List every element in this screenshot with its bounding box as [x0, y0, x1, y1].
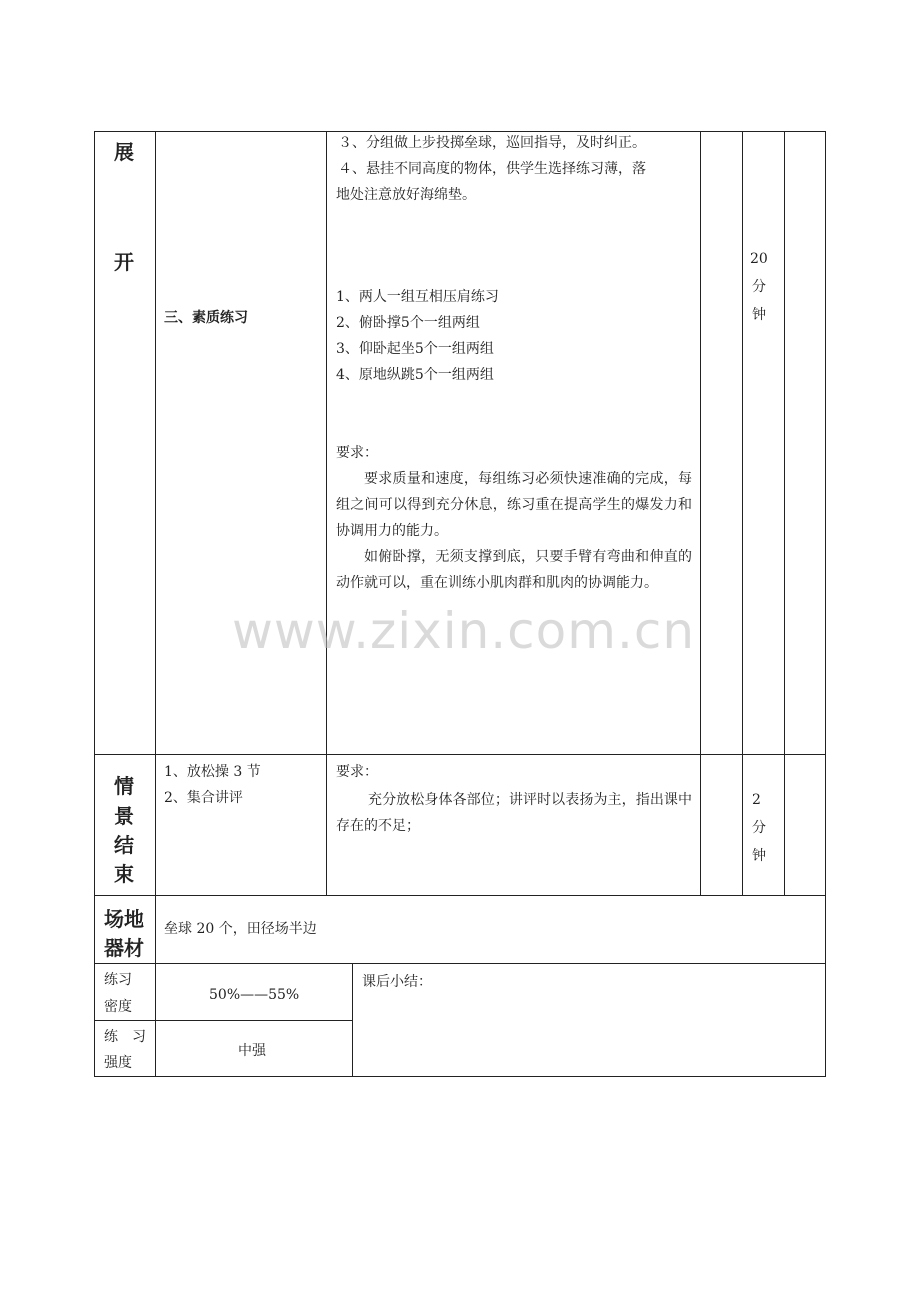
section-label-kai: 开: [114, 250, 134, 274]
density-label: 密度: [104, 999, 132, 1015]
requirement-paragraph: 充分放松身体各部位；讲评时以表扬为主，指出课中存在的不足；: [336, 792, 692, 834]
border-row2-bottom: [94, 895, 826, 896]
border-row4-col1: [155, 963, 156, 1077]
method-line: ３、分组做上步投掷垒球，巡回指导，及时纠正。: [338, 135, 646, 151]
requirement-paragraph: 如俯卧撑，无须支撑到底，只要手臂有弯曲和伸直的动作就可以，重在训练小肌肉群和肌肉的协调能力。: [336, 549, 692, 591]
border-bottom: [94, 1076, 826, 1077]
border-col5: [784, 131, 785, 896]
section-label-equipment: 器材: [104, 936, 144, 960]
border-row4-col2: [352, 963, 353, 1077]
section-label-shu: 束: [114, 862, 134, 886]
watermark: www.zixin.com.cn: [232, 602, 696, 660]
intensity-value: 中强: [238, 1043, 266, 1059]
method-line: 4、原地纵跳5个一组两组: [336, 367, 494, 383]
section-label-jie: 结: [114, 833, 134, 857]
method-line: 3、仰卧起坐5个一组两组: [336, 341, 494, 357]
content-line: 2、集合讲评: [164, 790, 243, 806]
requirement-label: 要求：: [336, 764, 378, 780]
method-line: 2、俯卧撑5个一组两组: [336, 315, 480, 331]
border-row4-mid: [94, 1020, 353, 1021]
density-label: 练习: [104, 972, 132, 988]
border-col1: [155, 131, 156, 896]
border-left: [94, 131, 95, 1077]
intensity-label: 强度: [104, 1055, 132, 1071]
time-value: 2: [752, 792, 761, 808]
border-row3-bottom: [94, 963, 826, 964]
section-label-venue: 场地: [104, 907, 144, 931]
density-value: 50%——55%: [209, 987, 300, 1003]
section-label-zhan: 展: [114, 140, 134, 164]
method-line: ４、悬挂不同高度的物体，供学生选择练习薄，落: [338, 161, 646, 177]
section-label-qing: 情: [114, 774, 134, 798]
method-line: 1、两人一组互相压肩练习: [336, 289, 499, 305]
time-unit: 分: [752, 820, 766, 836]
border-col4: [742, 131, 743, 896]
content-title: 三、素质练习: [164, 310, 248, 326]
equipment-text: 垒球 20 个，田径场半边: [164, 921, 317, 937]
border-right: [825, 131, 826, 1077]
border-col3: [700, 131, 701, 896]
time-value: 20: [750, 251, 768, 267]
time-unit: 分: [752, 279, 766, 295]
content-line: 1、放松操 3 节: [164, 764, 261, 780]
method-line: 地处注意放好海绵垫。: [336, 187, 476, 203]
requirement-paragraph: 要求质量和速度，每组练习必须快速准确的完成，每组之间可以得到充分休息，练习重在提高学生的爆发力和协调用力的能力。: [336, 471, 692, 539]
summary-label: 课后小结：: [362, 974, 432, 990]
time-unit: 钟: [752, 848, 766, 864]
border-row3-col1: [155, 895, 156, 964]
border-col2: [326, 131, 327, 896]
border-row1-bottom: [94, 754, 826, 755]
requirement-label: 要求：: [336, 445, 378, 461]
section-label-jing: 景: [114, 804, 134, 828]
intensity-label: 练 习: [104, 1029, 146, 1045]
time-unit: 钟: [752, 307, 766, 323]
